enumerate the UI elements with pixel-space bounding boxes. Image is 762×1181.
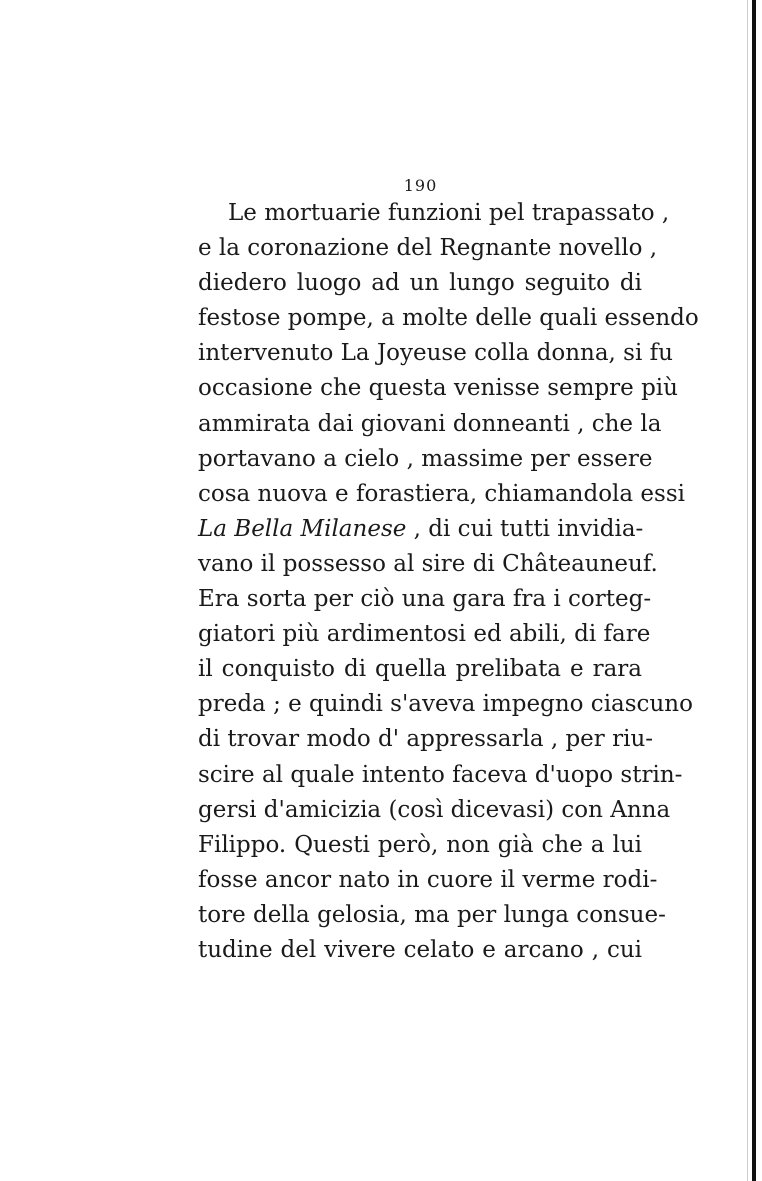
text-line: tore della gelosia, ma per lunga consue- (198, 901, 666, 928)
text-line: tudine del vivere celato e arcano , cui (198, 936, 642, 963)
text-line: gersi d'amicizia (così dicevasi) con Anna (198, 796, 671, 823)
text-line-mixed (198, 512, 642, 547)
text-line: Era sorta per ciò una gara fra i corteg- (198, 586, 652, 613)
text-line: festose pompe, a molte delle quali essendo (198, 305, 699, 332)
text-line: fosse ancor nato in cuore il verme rodi- (198, 866, 658, 893)
italic-phrase: La Bella Milanese (198, 515, 407, 542)
text-line: giatori più ardimentosi ed abili, di fare (198, 621, 651, 648)
page-number: 190 (403, 176, 438, 195)
text-line: portavano a cielo , massime per essere (198, 445, 653, 472)
body-text (198, 196, 699, 968)
text-line: e la coronazione del Regnante novello , (198, 235, 658, 262)
text-line: Le mortuarie funzioni pel trapassato , (228, 200, 670, 226)
text-line: scire al quale intento faceva d'uopo strin- (198, 761, 683, 788)
text-fragment: , di cui tutti invidia- (406, 515, 644, 542)
text-line: occasione che questa venisse sempre più (198, 375, 678, 402)
text-line: Filippo. Questi però, non già che a lui (198, 831, 642, 858)
text-line: cosa nuova e forastiera, chiamandola essi (198, 480, 685, 507)
text-line: vano il possesso al sire di Châteauneuf. (198, 550, 658, 577)
text-line: il conquisto di quella prelibata e rara (198, 656, 642, 683)
text-line: ammirata dai giovani donneanti , che la (198, 410, 662, 437)
text-line: preda ; e quindi s'aveva impegno ciascuno (198, 691, 693, 718)
text-line: diedero luogo ad un lungo seguito di (198, 270, 642, 297)
text-line: intervenuto La Joyeuse colla donna, si fu (198, 340, 673, 367)
text-line: di trovar modo d' appressarla , per riu- (198, 726, 654, 753)
